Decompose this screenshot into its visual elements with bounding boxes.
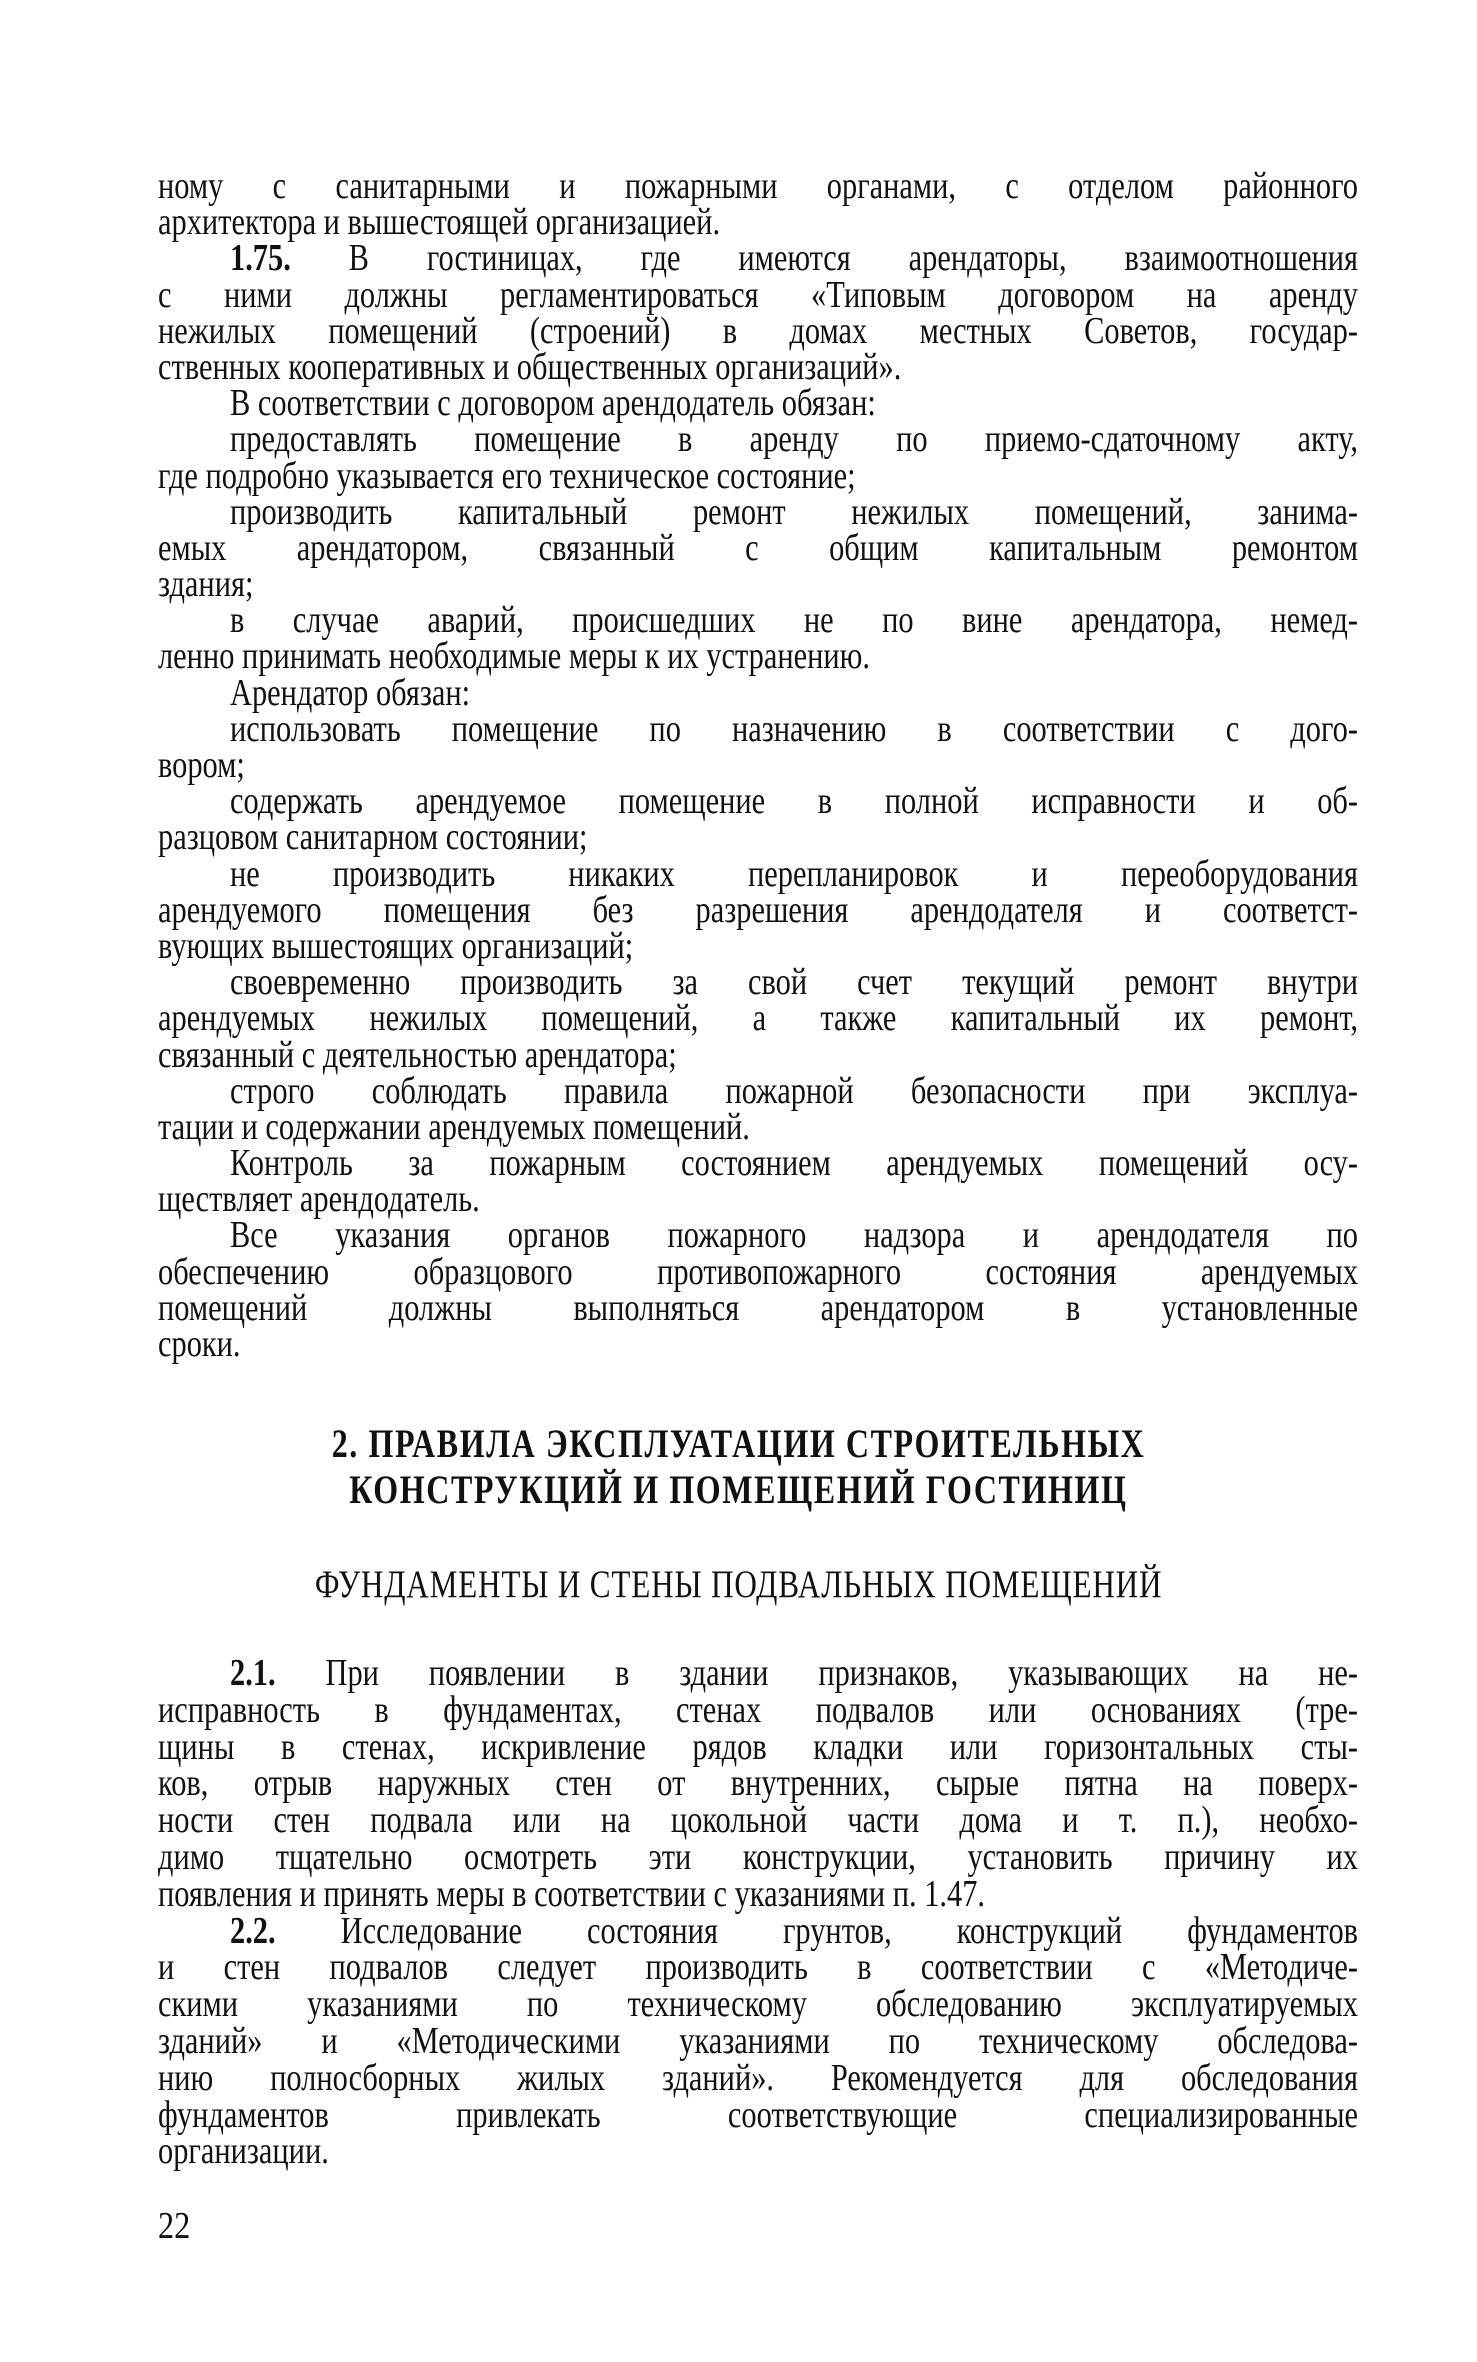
text-line <box>158 924 1358 967</box>
text-line <box>158 1872 1358 1915</box>
text-line <box>158 1286 1358 1329</box>
line-text: В соответствии с договором арендодатель обязан: <box>230 382 876 425</box>
text-line <box>158 780 1358 823</box>
line-text: использовать помещение по назначению в соответствии с дого- <box>230 707 1358 750</box>
text-line <box>158 1652 1359 1694</box>
line-text: связанный с деятельностью арендатора; <box>158 1033 677 1076</box>
line-text: ков, отрыв наружных стен от внутренних, сырые пятна на поверх- <box>158 1762 1358 1805</box>
line-text: арендуемого помещения без разрешения арендодателя и соответст- <box>158 888 1358 931</box>
subsection-title <box>0 1562 1477 1607</box>
line-text: арендуемых нежилых помещений, а также капитальный их ремонт, <box>158 997 1358 1040</box>
section-title-text: 2. ПРАВИЛА ЭКСПЛУАТАЦИИ СТРОИТЕЛЬНЫХ <box>331 1421 1146 1466</box>
text-line <box>158 599 1358 642</box>
line-text: емых арендатором, связанный с общим капитальным ремонтом <box>158 526 1358 569</box>
section-title-line-2 <box>0 1466 1477 1513</box>
paragraph-number: 2.2. <box>230 1909 276 1952</box>
text-line <box>158 852 1358 895</box>
line-text: фундаментов привлекать соответствующие специализированные <box>158 2093 1358 2136</box>
line-text: появления и принять меры в соответствии с указаниями п. 1.47. <box>158 1872 985 1915</box>
line-text: помещений должны выполняться арендатором в установленные <box>158 1286 1358 1329</box>
text-line <box>158 1142 1358 1185</box>
text-line <box>158 888 1358 931</box>
line-text: исправность в фундаментах, стенах подвалов или основаниях (тре- <box>158 1688 1358 1731</box>
line-text: тации и содержании арендуемых помещений. <box>158 1105 750 1148</box>
line-text: содержать арендуемое помещение в полной исправности и об- <box>230 780 1358 823</box>
text-line <box>158 1983 1358 2026</box>
text-line <box>158 1069 1358 1112</box>
text-line <box>158 1214 1358 1257</box>
text-line <box>158 1946 1358 1989</box>
text-line <box>158 2056 1358 2099</box>
line-text: где подробно указывается его техническое состояние; <box>158 454 856 497</box>
line-text: сроки. <box>158 1323 241 1365</box>
subsection-title-text: ФУНДАМЕНТЫ И СТЕНЫ ПОДВАЛЬНЫХ ПОМЕЩЕНИЙ <box>314 1563 1163 1606</box>
line-text: разцовом санитарном состоянии; <box>158 816 588 859</box>
text-line <box>158 2019 1358 2062</box>
text-line <box>158 1033 1358 1076</box>
section-title-line-1 <box>0 1420 1477 1467</box>
line-text: димо тщательно осмотреть эти конструкции, установить причину их <box>158 1835 1358 1878</box>
text-line <box>158 1688 1358 1731</box>
text-line <box>158 309 1358 352</box>
line-text: При появлении в здании признаков, указывающих на не- <box>275 1652 1359 1694</box>
paragraph-number: 2.1. <box>230 1652 276 1694</box>
section-title-text: КОНСТРУКЦИЙ И ПОМЕЩЕНИЙ ГОСТИНИЦ <box>349 1467 1128 1512</box>
line-text: своевременно производить за свой счет текущий ремонт внутри <box>230 961 1358 1004</box>
line-text: Арендатор обязан: <box>230 671 471 714</box>
text-line <box>158 2093 1358 2136</box>
line-text: не производить никаких перепланировок и переоборудования <box>230 852 1358 895</box>
text-line <box>158 997 1358 1040</box>
text-line <box>158 454 1358 497</box>
line-text: организации. <box>158 2130 329 2173</box>
body-text-bottom <box>158 1652 1359 2173</box>
line-text: ному с санитарными и пожарными органами, с отделом районного <box>158 165 1358 207</box>
text-line <box>158 1909 1359 1952</box>
line-text: ности стен подвала или на цокольной части дома и т. п.), необхо- <box>158 1799 1358 1842</box>
text-line <box>158 418 1358 461</box>
line-text: обеспечению образцового противопожарного состояния арендуемых <box>158 1250 1358 1293</box>
line-text: строго соблюдать правила пожарной безопасности при эксплуа- <box>230 1069 1358 1112</box>
text-line <box>158 1178 1358 1221</box>
text-line <box>158 1250 1358 1293</box>
line-text: архитектора и вышестоящей организацией. <box>158 201 721 244</box>
line-text: ществляет арендодатель. <box>158 1178 480 1221</box>
text-line <box>158 563 1358 606</box>
text-line <box>158 382 1358 425</box>
page-number: 22 <box>158 2205 191 2247</box>
line-text: Контроль за пожарным состоянием арендуемых помещений осу- <box>230 1142 1358 1185</box>
body-text-top <box>158 165 1358 1365</box>
line-text: скими указаниями по техническому обследованию эксплуатируемых <box>158 1983 1358 2026</box>
text-line <box>158 1323 1358 1365</box>
text-line <box>158 1835 1358 1878</box>
text-line <box>158 1105 1358 1148</box>
text-line <box>158 237 1358 280</box>
line-text: зданий» и «Методическими указаниями по техническому обследова- <box>158 2019 1358 2062</box>
text-line <box>158 273 1358 316</box>
text-line <box>158 201 1358 244</box>
line-text: Исследование состояния грунтов, конструкций фундаментов <box>275 1909 1359 1952</box>
text-line <box>158 165 1358 207</box>
text-line <box>158 635 1358 678</box>
text-line <box>158 526 1358 569</box>
text-line <box>158 961 1358 1004</box>
text-line <box>158 490 1358 533</box>
text-line <box>158 345 1358 388</box>
line-text: нию полносборных жилых зданий». Рекомендуется для обследования <box>158 2056 1358 2099</box>
text-line <box>158 744 1358 786</box>
line-text: вующих вышестоящих организаций; <box>158 924 634 967</box>
line-text: здания; <box>158 563 254 606</box>
line-text: ленно принимать необходимые меры к их устранению. <box>158 635 870 678</box>
line-text: нежилых помещений (строений) в домах местных Советов, государ- <box>158 309 1358 352</box>
line-text: с ними должны регламентироваться «Типовым договором на аренду <box>158 273 1358 316</box>
text-line <box>158 2130 1358 2173</box>
line-text: щины в стенах, искривление рядов кладки или горизонтальных сты- <box>158 1725 1358 1768</box>
paragraph-number: 1.75. <box>230 237 291 280</box>
line-text: предоставлять помещение в аренду по приемо-сдаточному акту, <box>230 418 1358 461</box>
text-line <box>158 816 1358 859</box>
line-text: вором; <box>158 744 245 786</box>
text-line <box>158 671 1358 714</box>
text-line <box>158 1725 1358 1768</box>
line-text: и стен подвалов следует производить в соответствии с «Методиче- <box>158 1946 1358 1989</box>
line-text: производить капитальный ремонт нежилых помещений, занима- <box>230 490 1358 533</box>
line-text: В гостиницах, где имеются арендаторы, взаимоотношения <box>290 237 1358 280</box>
text-line <box>158 1762 1358 1805</box>
text-line <box>158 1799 1358 1842</box>
text-line <box>158 707 1358 750</box>
line-text: в случае аварий, происшедших не по вине арендатора, немед- <box>230 599 1358 642</box>
line-text: ственных кооперативных и общественных организаций». <box>158 345 902 388</box>
line-text: Все указания органов пожарного надзора и арендодателя по <box>230 1214 1358 1257</box>
